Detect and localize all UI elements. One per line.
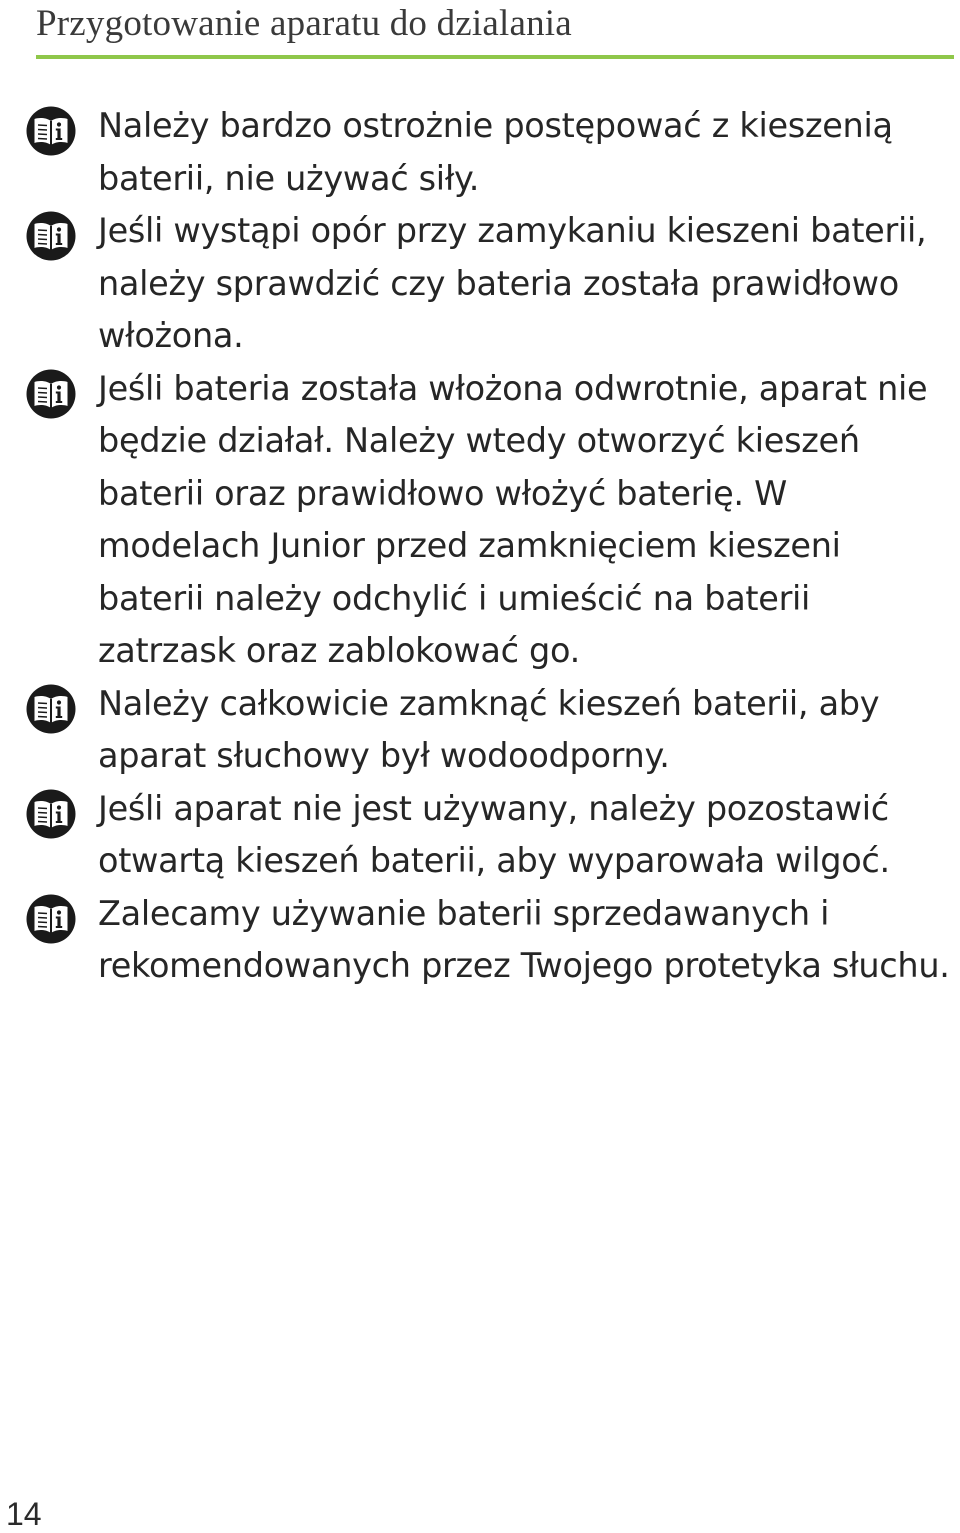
note-text: Należy bardzo ostrożnie postępować z kieszenią baterii, nie używać siły. xyxy=(98,106,893,198)
note-item xyxy=(0,363,960,678)
manual-info-icon xyxy=(26,106,76,156)
manual-info-icon xyxy=(26,894,76,944)
note-text: Jeśli wystąpi opór przy zamykaniu kieszeni baterii, należy sprawdzić czy bateria została prawidłowo włożona. xyxy=(98,211,927,355)
note-item xyxy=(0,783,960,888)
notes-list xyxy=(0,100,960,993)
note-item xyxy=(0,678,960,783)
note-text: Jeśli bateria została włożona odwrotnie, aparat nie będzie działał. Należy wtedy otworzyć kieszeń baterii oraz prawidłowo włożyć baterię. W modelach Junior przed zamknięciem kieszeni baterii należy odchylić i umieścić na baterii zatrzask oraz zablokować go. xyxy=(98,368,928,670)
manual-info-icon xyxy=(26,369,76,419)
note-item xyxy=(0,100,960,205)
note-text: Zalecamy używanie baterii sprzedawanych i rekomendowanych przez Twojego protetyka słuchu. xyxy=(98,893,950,985)
page-title: Przygotowanie aparatu do dzialania xyxy=(36,3,572,44)
manual-info-icon xyxy=(26,211,76,261)
note-text: Należy całkowicie zamknąć kieszeń baterii, aby aparat słuchowy był wodoodporny. xyxy=(98,683,880,775)
page-number: 14 xyxy=(6,1496,42,1532)
note-text: Jeśli aparat nie jest używany, należy pozostawić otwartą kieszeń baterii, aby wyparowała wilgoć. xyxy=(98,788,890,880)
manual-info-icon xyxy=(26,684,76,734)
manual-info-icon xyxy=(26,789,76,839)
note-item xyxy=(0,888,960,993)
title-divider xyxy=(36,55,954,59)
note-item xyxy=(0,205,960,363)
